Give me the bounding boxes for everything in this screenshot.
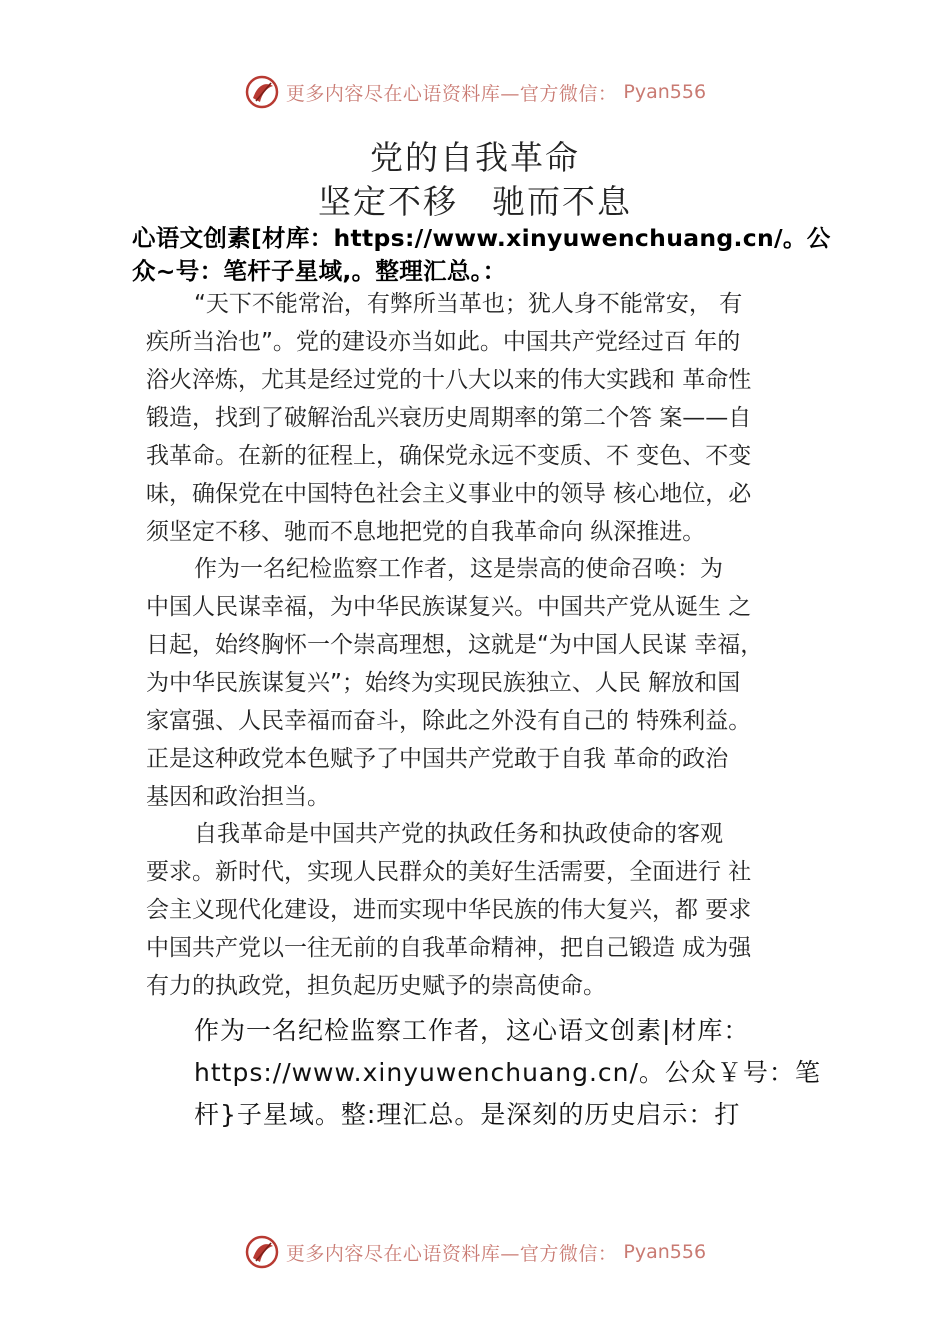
source-note bbox=[132, 222, 837, 288]
watermark-text: 更多内容尽在心语资料库—官方微信： bbox=[285, 82, 618, 105]
text-line: “天下不能常治，有弊所当革也；犹人身不能常安， 有 bbox=[194, 291, 743, 317]
text-line: 味，确保党在中国特色社会主义事业中的领导 核心地位，必 bbox=[146, 481, 752, 507]
text-line: 须坚定不移、驰而不息地把党的自我革命向 纵深推进。 bbox=[146, 519, 706, 545]
text-line: https://www.xinyuwenchuang.cn/。公众￥号：笔 bbox=[194, 1058, 821, 1087]
watermark-wechat-id: Pyan556 bbox=[623, 81, 707, 103]
text-line: 有力的执政党，担负起历史赋予的崇高使命。 bbox=[146, 973, 606, 999]
text-line: 为中华民族谋复兴”；始终为实现民族独立、人民 解放和国 bbox=[146, 670, 741, 696]
text-line: 作为一名纪检监察工作者，这是崇高的使命召唤：为 bbox=[194, 556, 723, 582]
text-line: 正是这种政党本色赋予了中国共产党敢于自我 革命的政治 bbox=[146, 746, 729, 772]
text-line: 中国共产党以一往无前的自我革命精神，把自己锻造 成为强 bbox=[146, 935, 752, 961]
paragraph-1 bbox=[146, 285, 816, 551]
paragraph-3 bbox=[146, 815, 816, 1005]
text-line: 浴火淬炼，尤其是经过党的十八大以来的伟大实践和 革命性 bbox=[146, 367, 752, 393]
logo-seal-icon bbox=[244, 74, 280, 110]
text-line: 中国人民谋幸福，为中华民族谋复兴。中国共产党从诞生 之 bbox=[146, 594, 752, 620]
watermark-text: 更多内容尽在心语资料库—官方微信： bbox=[285, 1242, 618, 1265]
source-line: 众~号：笔杆子星域,。整理汇总。： bbox=[132, 257, 507, 285]
paragraph-4 bbox=[194, 1010, 844, 1136]
watermark-wechat-id: Pyan556 bbox=[623, 1241, 707, 1263]
text-line: 我革命。在新的征程上，确保党永远不变质、不 变色、不变 bbox=[146, 443, 752, 469]
logo-seal-icon bbox=[244, 1234, 280, 1270]
header-watermark bbox=[0, 70, 950, 114]
text-line: 自我革命是中国共产党的执政任务和执政使命的客观 bbox=[194, 821, 723, 847]
source-line: 心语文创素[材库：https://www.xinyuwenchuang.cn/。公 bbox=[132, 224, 831, 252]
text-line: 杆}子星域。整:理汇总。是深刻的历史启示：打 bbox=[194, 1100, 741, 1129]
text-line: 作为一名纪检监察工作者，这心语文创素|材库： bbox=[194, 1016, 750, 1045]
footer-watermark bbox=[0, 1230, 950, 1274]
text-line: 家富强、人民幸福而奋斗，除此之外没有自己的 特殊利益。 bbox=[146, 708, 752, 734]
text-line: 锻造，找到了破解治乱兴衰历史周期率的第二个答 案——自 bbox=[146, 405, 752, 431]
text-line: 日起，始终胸怀一个崇高理想，这就是“为中国人民谋 幸福， bbox=[146, 632, 764, 658]
text-line: 基因和政治担当。 bbox=[146, 784, 330, 810]
paragraph-2 bbox=[146, 550, 816, 816]
text-line: 疾所当治也”。党的建设亦当如此。中国共产党经过百 年的 bbox=[146, 329, 741, 355]
text-line: 会主义现代化建设，进而实现中华民族的伟大复兴，都 要求 bbox=[146, 897, 752, 923]
document-subtitle: 坚定不移 驰而不息 bbox=[318, 182, 632, 221]
document-title: 党的自我革命 bbox=[370, 138, 580, 177]
text-line: 要求。新时代，实现人民群众的美好生活需要，全面进行 社 bbox=[146, 859, 752, 885]
